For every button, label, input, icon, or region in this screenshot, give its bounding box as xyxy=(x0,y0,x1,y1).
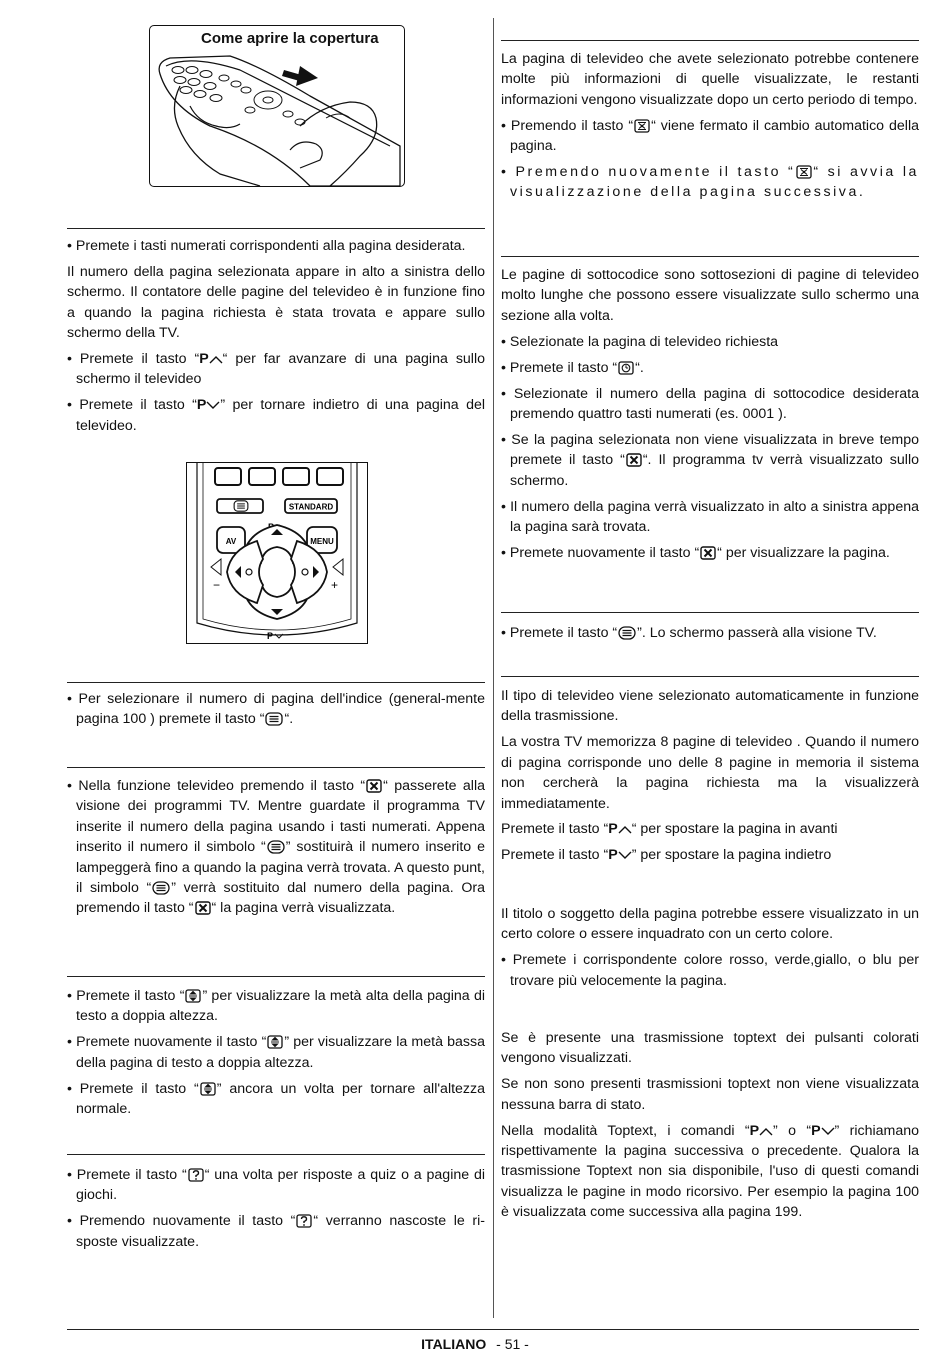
chevron-up-icon xyxy=(209,355,223,364)
footer-language: ITALIANO xyxy=(421,1336,487,1352)
left-section-reveal xyxy=(67,1165,485,1258)
fastext-p1: Il tipo di televideo viene selezionato automaticamente in funzione della trasmissione. xyxy=(501,688,919,725)
column-divider xyxy=(493,18,494,1318)
right-section-fastext xyxy=(501,686,919,871)
remote-panel-figure xyxy=(186,462,368,644)
right-section-colors xyxy=(501,904,919,997)
bullet-page-up: • Premete il tasto “P “ per far avanzare di una pagina sullo schermo il televideo xyxy=(67,351,486,388)
right-section-exit xyxy=(501,623,919,649)
bullet-hold-stop: • Premendo il tasto “ “ viene fermato il cambio automatico della pagina. xyxy=(501,117,919,155)
right-section-subcode xyxy=(501,265,919,569)
reveal-key-icon xyxy=(188,1168,204,1182)
svg-text:−: − xyxy=(213,578,221,592)
subcode-intro: Le pagine di sottocodice sono sottosezioni di pagine di televideo molto lunghe che possono essere visualizzate sullo schermo una sezione alla volta. xyxy=(501,267,919,324)
cancel-key-icon xyxy=(366,779,382,793)
hold-key-icon xyxy=(634,119,650,133)
hold-key-icon xyxy=(796,165,812,179)
chevron-up-icon xyxy=(759,1127,773,1136)
toptext-p2: Se non sono presenti trasmissioni toptext non viene visualizzata nessuna barra di stato. xyxy=(501,1076,919,1113)
bullet-page-down: • Premete il tasto “P ” per tornare indietro di una pagina del televideo. xyxy=(67,397,486,434)
toptext-p3: Nella modalità Toptext, i comandi “P ” o “P ” richiamano rispettivamente la pagina successiva o precedente. Qualora la trasmissione Toptext non sia disponibile, l'uso di questi comandi visualizza le pagine in modo ricorsivo. Per esempio la pagina 100 è visualizzata come successiva alla pagina 199. xyxy=(501,1122,920,1221)
bullet-subcode-cancel: • Se la pagina selezionata non viene visualizzata in breve tempo premete il tasto “ “. Il programma tv verrà visualizzato sullo schermo. xyxy=(501,431,919,489)
bullet-color-keys: • Premete i corrispondente colore rosso, verde,giallo, o blu per trovare più velocemente la pagina. xyxy=(501,952,919,989)
bullet-subcode-number: • Selezionate il numero della pagina di sottocodice desiderata premendo quattro tasti numerati (es. 0001 ). xyxy=(501,385,919,422)
bullet-reveal-show: • Premete il tasto “ “ una volta per risposte a quiz o a pagine di giochi. xyxy=(67,1167,486,1204)
footer-page-number: - 51 - xyxy=(496,1336,529,1352)
cover-figure xyxy=(149,25,405,187)
cancel-key-icon xyxy=(700,546,716,560)
page-footer xyxy=(0,1335,950,1353)
colors-p1: Il titolo o soggetto della pagina potrebbe essere visualizzato in un certo colore o essere inquadrato con un certo colore. xyxy=(501,906,919,943)
chevron-down-icon xyxy=(821,1127,835,1136)
chevron-down-icon xyxy=(618,851,632,860)
size-key-icon xyxy=(267,1035,283,1049)
footer-rule xyxy=(67,1329,919,1330)
fastext-p3: Premete il tasto “P “ per spostare la pagina in avanti xyxy=(501,821,838,838)
svg-text:P: P xyxy=(267,631,274,641)
svg-text:MENU: MENU xyxy=(310,537,334,546)
bullet-reveal-hide: • Premendo nuovamente il tasto “ “ verranno nascoste le risposte visualizzate. xyxy=(67,1213,485,1250)
cover-caption: Come aprire la copertura xyxy=(198,29,382,49)
right-section-toptext xyxy=(501,1028,919,1228)
page-counter-text: Il numero della pagina selezionata appare in alto a sinistra dello schermo. Il contatore delle pagine del televideo è in funzione fino a quando la pagina richiesta è stata trovata e appare sullo schermo della TV. xyxy=(67,263,485,342)
svg-text:+: + xyxy=(331,578,339,592)
bullet-cancel-key: • Nella funzione televideo premendo il tasto “ “ passerete alla visione dei programmi TV. Mentre guardate il programma TV inserite il numero della pagina usando i tasti numerati. Appena inserito il numero il simbolo “ ” sostituirà il numero inserito e lampeggerà fino a quando la pagina verrà trovata. A questo punt, il simbolo “ ” verrà sostituito dal numero della pagina. Ora premendo il tasto “ “ la pagina verrà visualizzata. xyxy=(67,778,485,917)
remote-keypad-illustration xyxy=(187,463,367,643)
svg-text:AV: AV xyxy=(225,537,237,546)
text-symbol-icon xyxy=(152,881,170,895)
left-section-cancel xyxy=(67,776,485,924)
cancel-key-icon xyxy=(626,453,642,467)
bullet-subcode-select: • Selezionate la pagina di televideo richiesta xyxy=(501,333,779,350)
hold-intro: La pagina di televideo che avete selezionato potrebbe contenere molte più informazioni di quelle visualizzate, le restanti informazioni vengono visualizzate dopo un certo periodo di tempo. xyxy=(501,51,919,108)
chevron-down-icon xyxy=(206,401,220,410)
bullet-subcode-show: • Premete nuovamente il tasto “ “ per visualizzare la pagina. xyxy=(501,544,890,561)
chevron-up-icon xyxy=(618,825,632,834)
fastext-p4: Premete il tasto “P ” per spostare la pagina indietro xyxy=(501,847,832,864)
bullet-size-bottom: • Premete nuovamente il tasto “ ” per visualizzare la metà bassa della pagina di testo a doppia altezza. xyxy=(67,1034,486,1071)
left-section-size xyxy=(67,986,485,1125)
bullet-subcode-key: • Premete il tasto “ “. xyxy=(501,359,644,376)
left-section-index xyxy=(67,689,485,735)
index-key-icon xyxy=(265,712,283,726)
cancel-key-icon xyxy=(195,901,211,915)
subcode-key-icon xyxy=(618,361,634,375)
remote-cover-illustration xyxy=(150,26,404,186)
toptext-p1: Se è presente una trasmissione toptext dei pulsanti colorati vengono visualizzati. xyxy=(501,1030,919,1067)
bullet-numbered-keys: • Premete i tasti numerati corrispondenti alla pagina desiderata. xyxy=(67,238,466,254)
bullet-exit-tv: • Premete il tasto “ ”. Lo schermo passerà alla visione TV. xyxy=(501,625,877,641)
text-key-icon xyxy=(618,626,636,640)
left-section-page-select xyxy=(67,236,485,442)
bullet-size-normal: • Premete il tasto “ ” ancora un volta per tornare all'altezza normale. xyxy=(67,1080,486,1118)
fastext-p2: La vostra TV memorizza 8 pagine di televideo . Quando il numero di pagina corrisponde uno delle 8 pagine in memoria il sistema non cercherà la pagina richiesta ma la visualizzerà immediatamente. xyxy=(501,734,919,812)
color-keys xyxy=(215,468,343,485)
bullet-hold-resume: • Premendo nuovamente il tasto “ “ si avvia la visualizzazione della pagina successiva. xyxy=(501,164,919,201)
right-section-hold xyxy=(501,49,919,208)
reveal-key-icon xyxy=(296,1214,312,1228)
bullet-index-key: • Per selezionare il numero di pagina dell'indice (general-mente pagina 100 ) premete il tasto “ “. xyxy=(67,691,485,728)
text-symbol-icon xyxy=(267,840,285,854)
bullet-subcode-found: • Il numero della pagina verrà visualizzato in alto a sinistra appena la pagina sarà trovata. xyxy=(501,498,919,535)
svg-text:STANDARD: STANDARD xyxy=(288,502,334,512)
bullet-size-top: • Premete il tasto “ ” per visualizzare la metà alta della pagina di testo a doppia altezza. xyxy=(67,988,485,1025)
size-key-icon xyxy=(200,1082,216,1096)
size-key-icon xyxy=(185,989,201,1003)
